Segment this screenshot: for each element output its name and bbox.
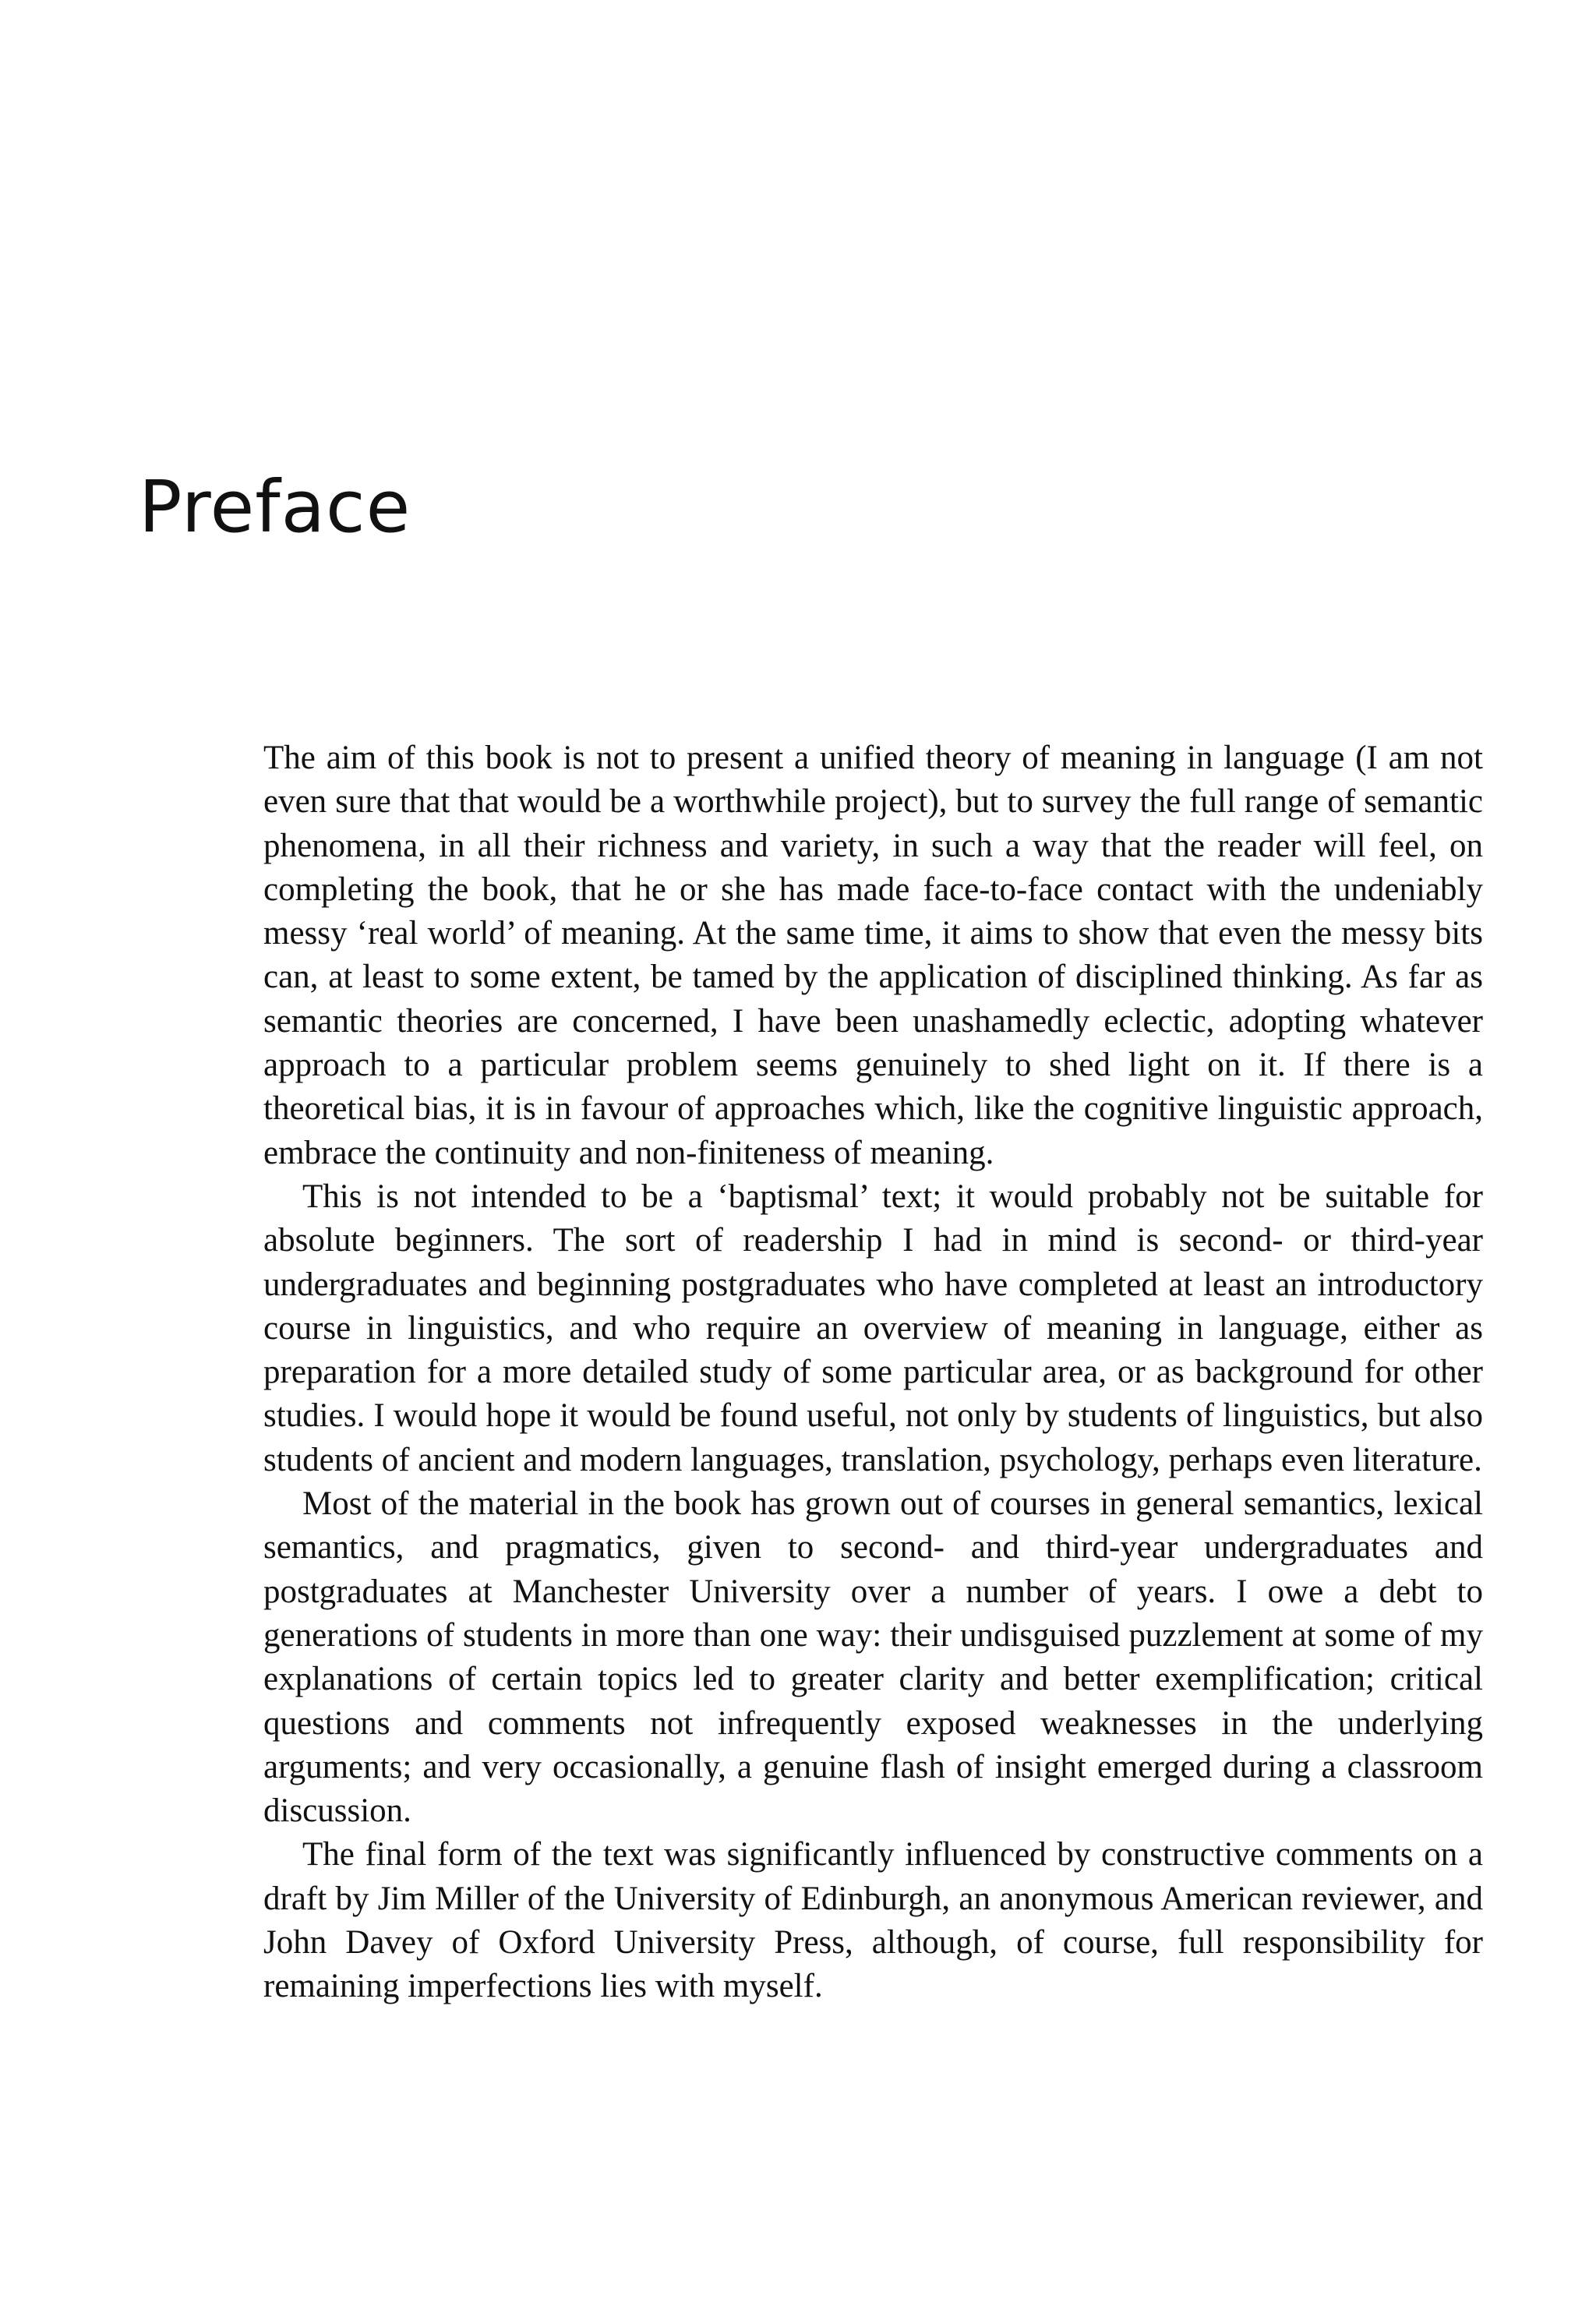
page-title: Preface [139,465,411,549]
paragraph: This is not intended to be a ‘baptismal’ text; it would probably not be suitable for absolute beginners. The sort of readership I had in mind is second- or third-year undergraduates and beginning postgraduates who have completed at least an introductory course in linguistics, and who require an overview of meaning in language, either as preparation for a more detailed study of some particular area, or as background for other studies. I would hope it would be found useful, not only by students of linguistics, but also students of ancient and modern languages, translation, psychology, perhaps even literature. [263,1178,1483,1478]
paragraph: The aim of this book is not to present a unified theory of meaning in language (I am not even sure that that would be a worthwhile project), but to survey the full range of semantic phenomena, in all their richness and variety, in such a way that the reader will feel, on completing the book, that he or she has made face-to-face contact with the undeniably messy ‘real world’ of meaning. At the same time, it aims to show that even the messy bits can, at least to some extent, be tamed by the application of disciplined thinking. As far as semantic theories are concerned, I have been unashamedly eclectic, adopting whatever approach to a particular problem seems genuinely to shed light on it. If there is a theoretical bias, it is in favour of approaches which, like the cognitive linguistic approach, embrace the continuity and non-finiteness of meaning. [263,740,1483,1171]
paragraph: Most of the material in the book has grown out of courses in general semantics, lexical semantics, and pragmatics, given to second- and third-year undergraduates and postgraduates at Manchester University over a number of years. I owe a debt to generations of students in more than one way: their undisguised puzzlement at some of my explanations of certain topics led to greater clarity and better exemplification; critical questions and comments not infrequently exposed weaknesses in the underlying arguments; and very occasionally, a genuine flash of insight emerged during a classroom discussion. [263,1485,1483,1830]
paragraph: The final form of the text was significantly influenced by constructive comments on a draft by Jim Miller of the University of Edinburgh, an anonymous American reviewer, and John Davey of Oxford University Press, although, of course, full responsibility for remaining imperfections lies with myself. [263,1836,1483,2005]
preface-body [263,736,1483,2009]
